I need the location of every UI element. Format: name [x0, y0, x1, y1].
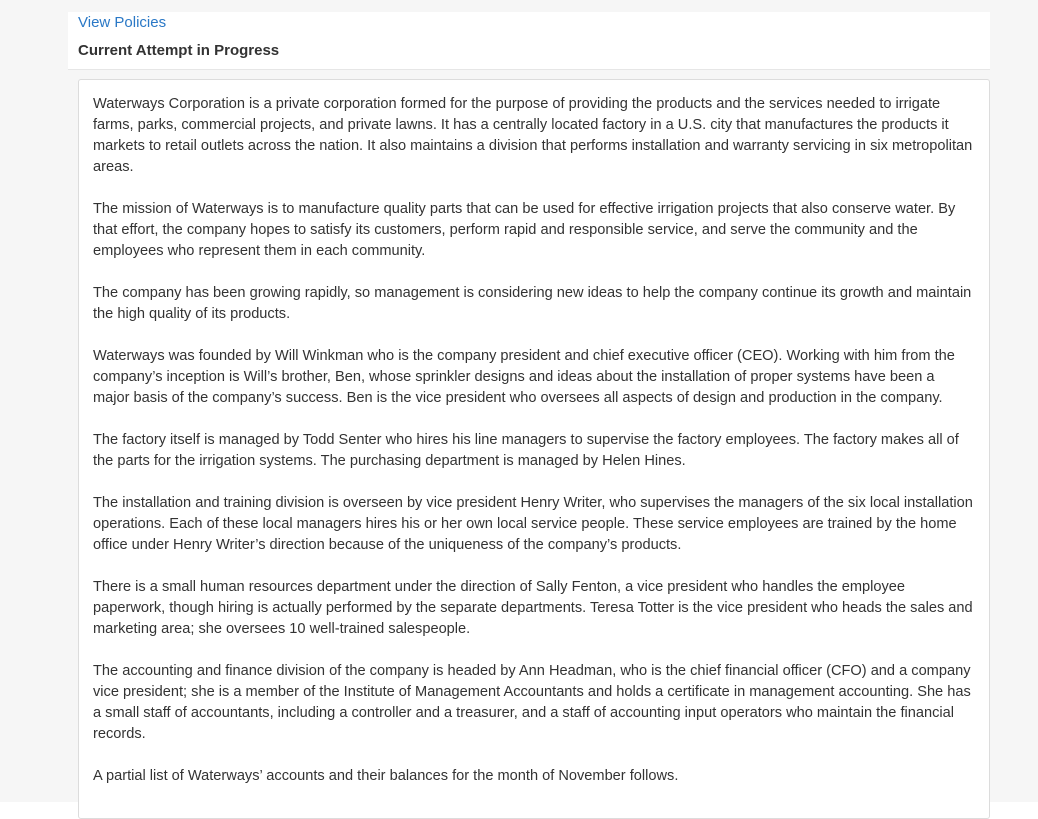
- paragraph: Waterways was founded by Will Winkman who is the company president and chief executive officer (CEO). Working with him from the company’s inception is Will’s brother, Ben, whose sprinkler designs and ideas about the installation of proper systems have been a major basis of the company’s success. Ben is the vice president who oversees all aspects of design and production in the company.: [93, 348, 955, 406]
- paragraph: The mission of Waterways is to manufacture quality parts that can be used for effective irrigation projects that also conserve water. By that effort, the company hopes to satisfy its customers, perform rapid and responsible service, and serve the community and the employees who represent them in each community.: [93, 201, 956, 259]
- attempt-status: Current Attempt in Progress: [78, 42, 280, 59]
- paragraph: The installation and training division is overseen by vice president Henry Writer, who supervises the managers of the six local installation operations. Each of these local managers hires his or her own local service people. These service employees are trained by the home office under Henry Writer’s direction because of the uniqueness of the company’s products.: [93, 495, 973, 553]
- paragraph: The company has been growing rapidly, so management is considering new ideas to help the company continue its growth and maintain the high quality of its products.: [93, 285, 972, 322]
- question-content: [78, 79, 990, 819]
- paragraph: Waterways Corporation is a private corporation formed for the purpose of providing the products and the services needed to irrigate farms, parks, commercial projects, and private lawns. It has a centrally located factory in a U.S. city that manufactures the products it markets to retail outlets across the nation. It also maintains a division that performs installation and warranty servicing in six metropolitan areas.: [93, 96, 973, 175]
- paragraph: There is a small human resources department under the direction of Sally Fenton, a vice president who handles the employee paperwork, though hiring is actually performed by the separate departments. Teresa Totter is the vice president who heads the sales and marketing area; she oversees 10 well-trained salespeople.: [93, 579, 973, 637]
- paragraph: The accounting and finance division of the company is headed by Ann Headman, who is the chief financial officer (CFO) and a company vice president; she is a member of the Institute of Management Accountants and holds a certificate in management accounting. She has a small staff of accountants, including a controller and a treasurer, and a staff of accounting input operators who maintain the financial records.: [93, 663, 971, 742]
- assignment-header: [68, 12, 990, 70]
- paragraph: A partial list of Waterways’ accounts and their balances for the month of November follows.: [93, 768, 679, 784]
- paragraph: The factory itself is managed by Todd Senter who hires his line managers to supervise the factory employees. The factory makes all of the parts for the irrigation systems. The purchasing department is managed by Helen Hines.: [93, 432, 959, 469]
- view-policies-link[interactable]: View Policies: [78, 14, 167, 31]
